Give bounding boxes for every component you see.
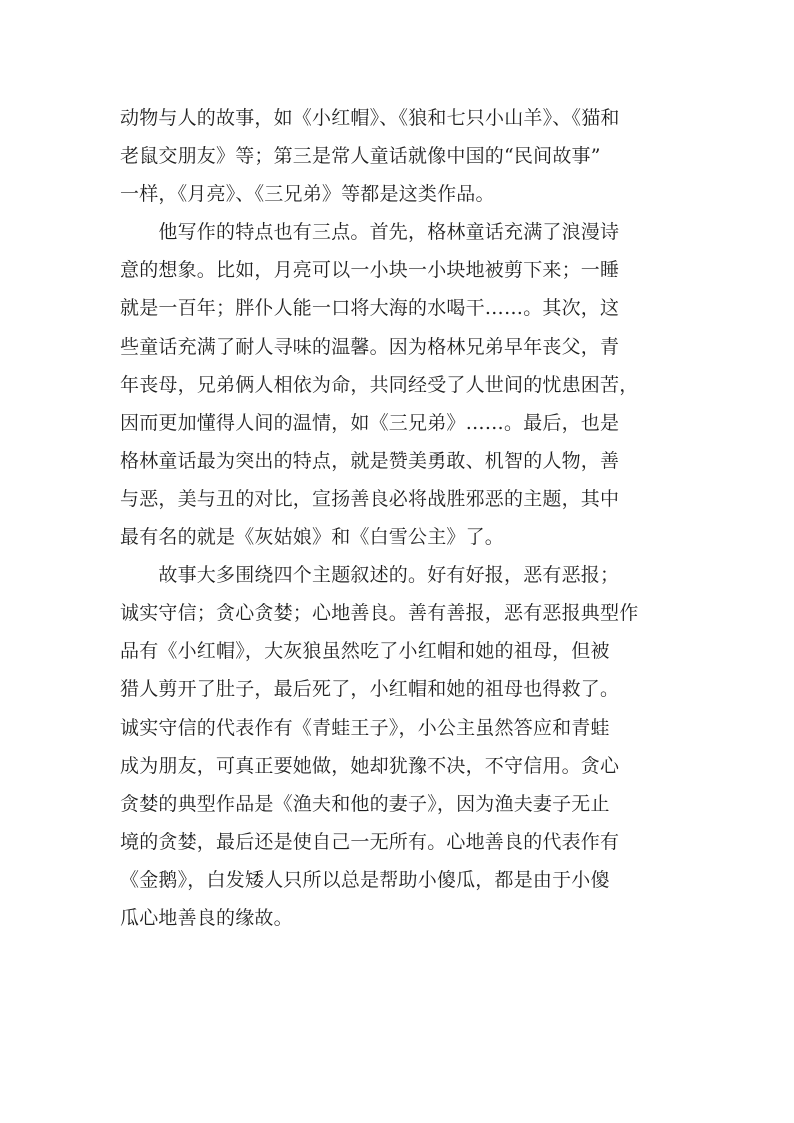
text-line: 成为朋友，可真正要她做，她却犹豫不决，不守信用。贪心 <box>120 754 620 777</box>
text-line: 因而更加懂得人间的温情，如《三兄弟》……。最后，也是 <box>120 411 620 434</box>
text-line: 诚实守信的代表作有《青蛙王子》，小公主虽然答应和青蛙 <box>120 716 610 739</box>
text-line: 动物与人的故事，如《小红帽》、《狼和七只小山羊》、《猫和 <box>120 107 620 129</box>
text-line: 些童话充满了耐人寻味的温馨。因为格林兄弟早年丧父，青 <box>120 335 620 358</box>
paragraph-writing-features <box>120 213 676 556</box>
paragraph-story-types-continued <box>120 99 676 213</box>
text-line: 故事大多围绕四个主题叙述的。好有好报，恶有恶报； <box>120 564 620 587</box>
text-line: 老鼠交朋友》等；第三是常人童话就像中国的“民间故事” <box>120 145 601 168</box>
text-line: 就是一百年；胖仆人能一口将大海的水喝干……。其次，这 <box>120 297 620 320</box>
text-line: 诚实守信；贪心贪婪；心地善良。善有善报，恶有恶报典型作 <box>120 602 639 625</box>
text-line: 《金鹅》，白发矮人只所以总是帮助小傻瓜，都是由于小傻 <box>120 868 610 891</box>
text-line: 年丧母，兄弟俩人相依为命，共同经受了人世间的忧患困苦， <box>120 373 639 396</box>
text-line: 境的贪婪，最后还是使自己一无所有。心地善良的代表作有 <box>120 830 620 853</box>
text-line: 与恶，美与丑的对比，宣扬善良必将战胜邪恶的主题，其中 <box>120 487 620 510</box>
text-line: 一样，《月亮》、《三兄弟》等都是这类作品。 <box>120 183 495 206</box>
text-line: 瓜心地善良的缘故。 <box>120 906 293 929</box>
text-line: 最有名的就是《灰姑娘》和《白雪公主》了。 <box>120 526 505 549</box>
text-line: 品有《小红帽》，大灰狼虽然吃了小红帽和她的祖母，但被 <box>120 640 610 663</box>
paragraph-four-themes <box>120 556 676 937</box>
document-body <box>120 99 676 937</box>
text-line: 猎人剪开了肚子，最后死了，小红帽和她的祖母也得救了。 <box>120 678 620 701</box>
text-line: 意的想象。比如，月亮可以一小块一小块地被剪下来；一睡 <box>120 259 620 282</box>
text-line: 他写作的特点也有三点。首先，格林童话充满了浪漫诗 <box>120 221 620 244</box>
text-line: 贪婪的典型作品是《渔夫和他的妻子》，因为渔夫妻子无止 <box>120 792 610 815</box>
text-line: 格林童话最为突出的特点，就是赞美勇敢、机智的人物，善 <box>120 449 620 472</box>
